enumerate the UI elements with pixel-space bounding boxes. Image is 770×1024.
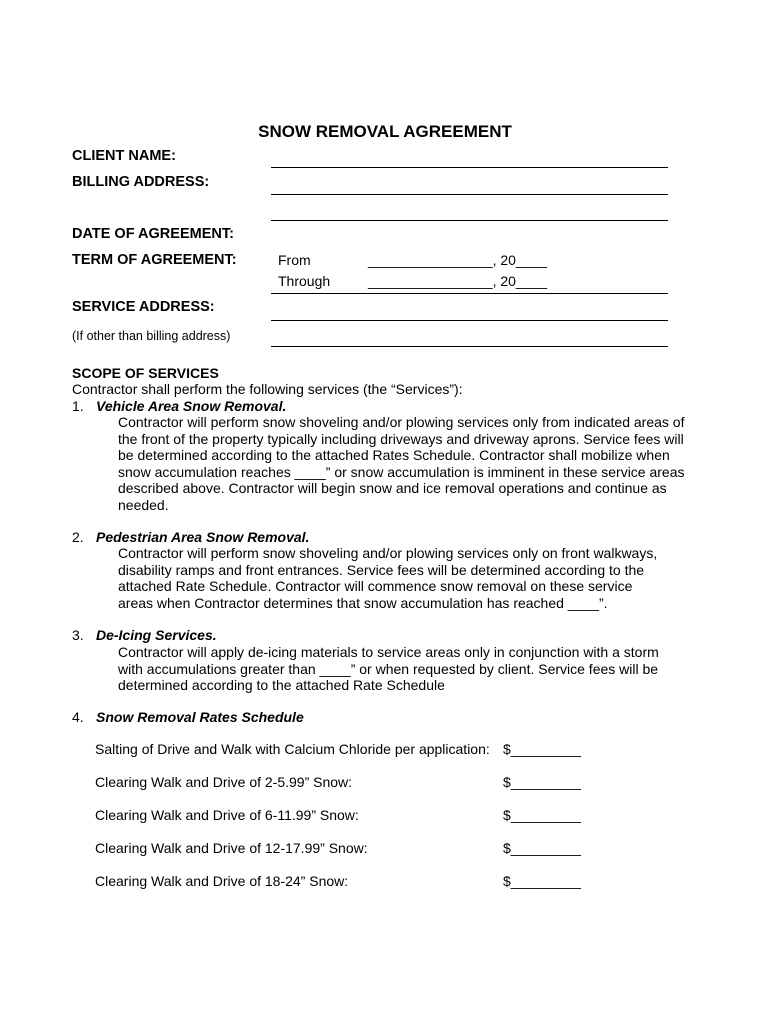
- term-from-blank[interactable]: ________________, 20____: [368, 252, 548, 268]
- rate-label: Clearing Walk and Drive of 6-11.99” Snow:: [95, 807, 359, 823]
- item-1-body: [118, 414, 685, 514]
- item-2-title: Pedestrian Area Snow Removal.: [96, 529, 310, 545]
- item-2-line: Contractor will perform snow shoveling and/or plowing services only on front walkways,: [118, 545, 658, 561]
- rate-amount-blank[interactable]: $_________: [503, 807, 581, 823]
- billing-address-line-2[interactable]: [271, 220, 668, 221]
- billing-address-line-1[interactable]: [271, 194, 668, 195]
- item-1-line: be determined according to the attached Rates Schedule. Contractor shall mobilize when: [118, 447, 670, 464]
- item-2-line: areas when Contractor determines that snow accumulation has reached ____”.: [118, 594, 608, 611]
- item-3-title: De-Icing Services.: [96, 627, 217, 643]
- item-3-line: determined according to the attached Rate Schedule: [118, 677, 445, 694]
- item-1-line: snow accumulation reaches ____” or snow accumulation is imminent in these service areas: [118, 463, 685, 480]
- term-from-label: From: [278, 252, 311, 268]
- item-1-number: 1.: [72, 398, 84, 414]
- billing-address-label: BILLING ADDRESS:: [72, 174, 210, 190]
- item-2-number: 2.: [72, 529, 84, 545]
- item-4-number: 4.: [72, 709, 84, 725]
- item-1-line: needed.: [118, 496, 169, 513]
- rate-amount-blank[interactable]: $_________: [503, 774, 581, 790]
- term-through-label: Through: [278, 273, 331, 289]
- item-1-line: Contractor will perform snow shoveling and/or plowing services only from indicated areas of: [118, 414, 685, 430]
- item-3-line: Contractor will apply de-icing materials to service areas only in conjunction with a storm: [118, 644, 659, 660]
- item-3-body: [118, 644, 659, 694]
- rate-amount-blank[interactable]: $_________: [503, 741, 581, 757]
- service-address-line-2[interactable]: [271, 346, 668, 347]
- rate-label: Salting of Drive and Walk with Calcium Chloride per application:: [95, 741, 490, 757]
- service-address-note: (If other than billing address): [72, 329, 231, 343]
- rate-label: Clearing Walk and Drive of 18-24” Snow:: [95, 873, 349, 889]
- item-2-line: attached Rate Schedule. Contractor will commence snow removal on these service: [118, 578, 633, 595]
- page-title: SNOW REMOVAL AGREEMENT: [258, 122, 512, 141]
- term-underline: [271, 293, 668, 294]
- rate-label: Clearing Walk and Drive of 2-5.99” Snow:: [95, 774, 353, 790]
- rate-amount-blank[interactable]: $_________: [503, 840, 581, 856]
- date-of-agreement-label: DATE OF AGREEMENT:: [72, 226, 234, 242]
- client-name-line[interactable]: [271, 167, 668, 168]
- item-1-line: the front of the property typically including driveways and driveway aprons. Service fees will: [118, 430, 684, 447]
- service-address-line-1[interactable]: [271, 320, 668, 321]
- item-3-line: with accumulations greater than ____” or when requested by client. Service fees will be: [118, 660, 659, 677]
- term-of-agreement-label: TERM OF AGREEMENT:: [72, 252, 237, 268]
- scope-heading: SCOPE OF SERVICES: [72, 365, 219, 381]
- term-through-blank[interactable]: ________________, 20____: [368, 273, 548, 289]
- service-address-label: SERVICE ADDRESS:: [72, 299, 215, 315]
- scope-intro: Contractor shall perform the following services (the “Services”):: [72, 381, 463, 397]
- item-1-title: Vehicle Area Snow Removal.: [96, 398, 287, 414]
- rate-label: Clearing Walk and Drive of 12-17.99” Snow:: [95, 840, 368, 856]
- rate-amount-blank[interactable]: $_________: [503, 873, 581, 889]
- item-1-line: described above. Contractor will begin snow and ice removal operations and continue as: [118, 480, 667, 497]
- item-2-body: [118, 545, 657, 611]
- client-name-label: CLIENT NAME:: [72, 148, 176, 164]
- item-4-title: Snow Removal Rates Schedule: [96, 709, 304, 725]
- item-2-line: disability ramps and front entrances. Service fees will be determined according to the: [118, 561, 645, 578]
- item-3-number: 3.: [72, 627, 84, 643]
